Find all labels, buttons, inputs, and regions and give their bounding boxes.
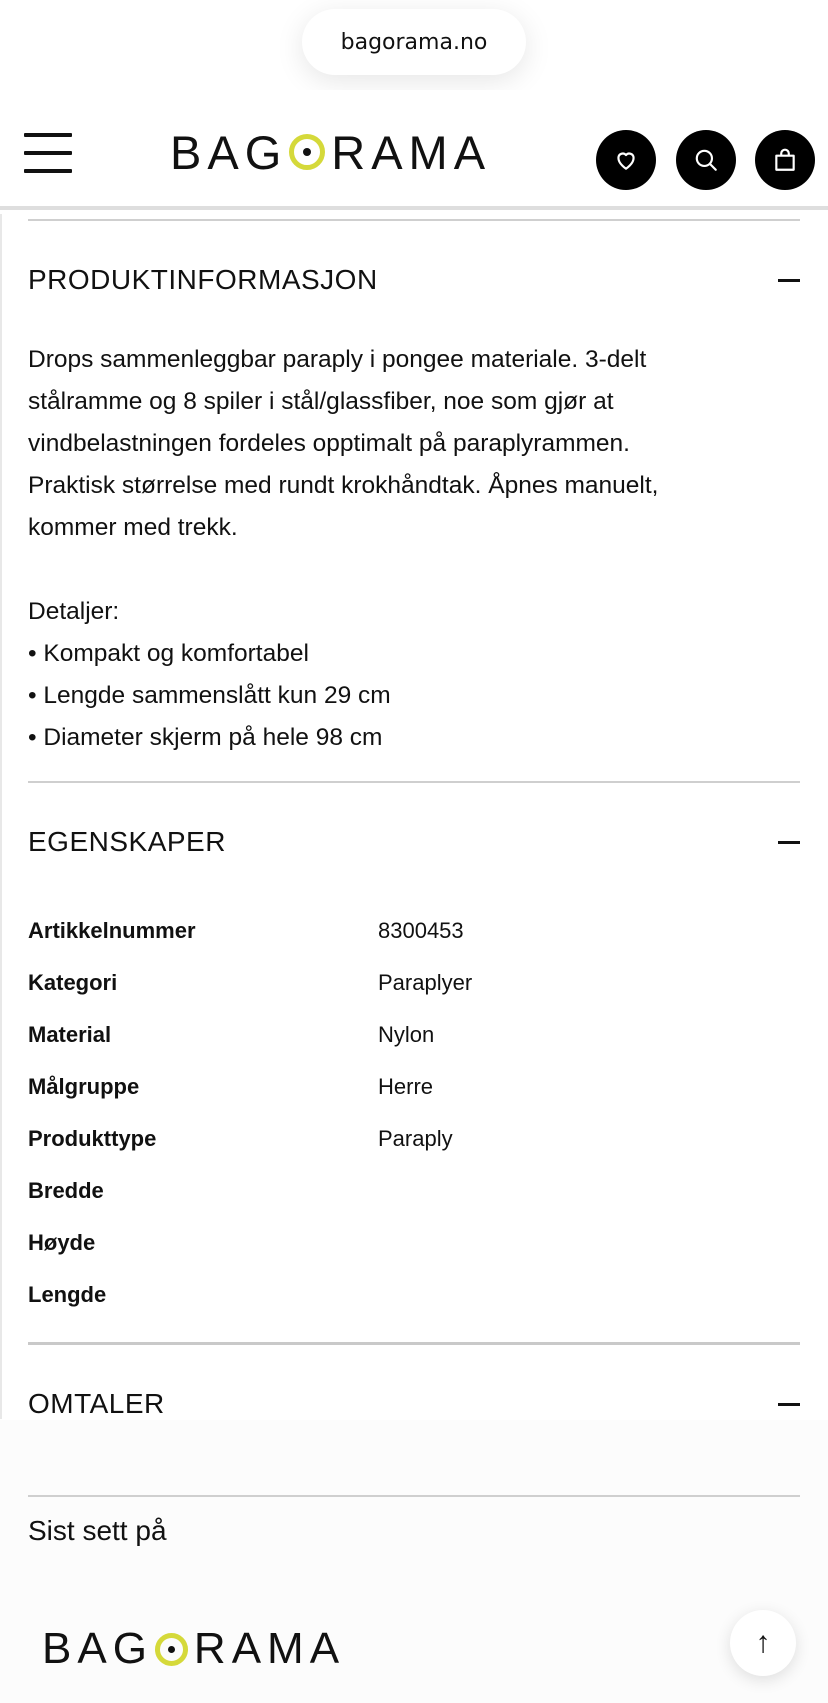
search-button[interactable] [676,130,736,190]
logo-o-icon [289,134,325,170]
section-title-egenskaper[interactable]: EGENSKAPER [28,826,226,857]
left-edge-divider [0,214,2,1419]
search-icon [693,147,719,173]
property-row [28,918,800,970]
logo-text-right: RAMA [331,125,492,179]
recently-viewed-title: Sist sett på [28,1515,167,1546]
property-row [28,1282,800,1334]
property-key: Kategori [28,970,118,995]
description-line: kommer med trekk. [28,514,238,541]
site-header [0,90,828,210]
property-row [28,1126,800,1178]
property-key: Bredde [28,1178,104,1203]
logo-text-left: BAG [42,1624,153,1673]
property-row [28,1230,800,1282]
collapse-icon[interactable] [778,1403,800,1406]
browser-url-bar [0,0,828,90]
detail-bullet: • Lengde sammenslått kun 29 cm [28,682,391,709]
property-key: Material [28,1022,112,1047]
property-key: Høyde [28,1230,96,1255]
divider [28,781,800,783]
property-row [28,970,800,1022]
wishlist-button[interactable] [596,130,656,190]
property-value: Herre [378,1074,434,1099]
section-title-omtaler[interactable]: OMTALER [28,1388,165,1419]
description-line: Drops sammenleggbar paraply i pongee materiale. 3-delt [28,346,647,373]
property-value: Nylon [378,1022,435,1047]
cart-button[interactable] [755,130,815,190]
property-row [28,1178,800,1230]
property-value: Paraply [378,1126,453,1151]
detail-bullet: • Diameter skjerm på hele 98 cm [28,724,383,751]
section-title-produktinformasjon[interactable]: PRODUKTINFORMASJON [28,264,378,295]
property-key: Produkttype [28,1126,157,1151]
logo-text-left: BAG [170,125,288,179]
description-line: Praktisk størrelse med rundt krokhåndtak. Åpnes manuelt, [28,472,659,499]
url-pill[interactable]: bagorama.no [302,9,526,75]
property-key: Artikkelnummer [28,918,196,943]
product-description [28,339,788,759]
divider [28,1342,800,1345]
collapse-icon[interactable] [778,841,800,844]
menu-icon[interactable] [24,133,74,173]
logo-text-right: RAMA [193,1624,346,1673]
property-key: Lengde [28,1282,107,1307]
property-value: Paraplyer [378,970,473,995]
footer-logo-area [0,1420,828,1703]
bag-icon [772,147,798,173]
footer-logo[interactable] [42,1625,345,1673]
details-label: Detaljer: [28,598,120,625]
collapse-icon[interactable] [778,279,800,282]
property-key: Målgruppe [28,1074,140,1099]
property-row [28,1022,800,1074]
detail-bullet: • Kompakt og komfortabel [28,640,309,667]
site-logo[interactable] [170,126,491,178]
heart-icon [613,147,639,173]
property-value: 8300453 [378,918,464,943]
divider [28,219,800,221]
description-line: stålramme og 8 spiler i stål/glassfiber, noe som gjør at [28,388,614,415]
description-line: vindbelastningen fordeles opptimalt på paraplyrammen. [28,430,630,457]
scroll-to-top-button[interactable] [730,1610,796,1676]
logo-o-icon [155,1633,188,1666]
property-row [28,1074,800,1126]
arrow-up-icon: ↑ [755,1626,771,1659]
